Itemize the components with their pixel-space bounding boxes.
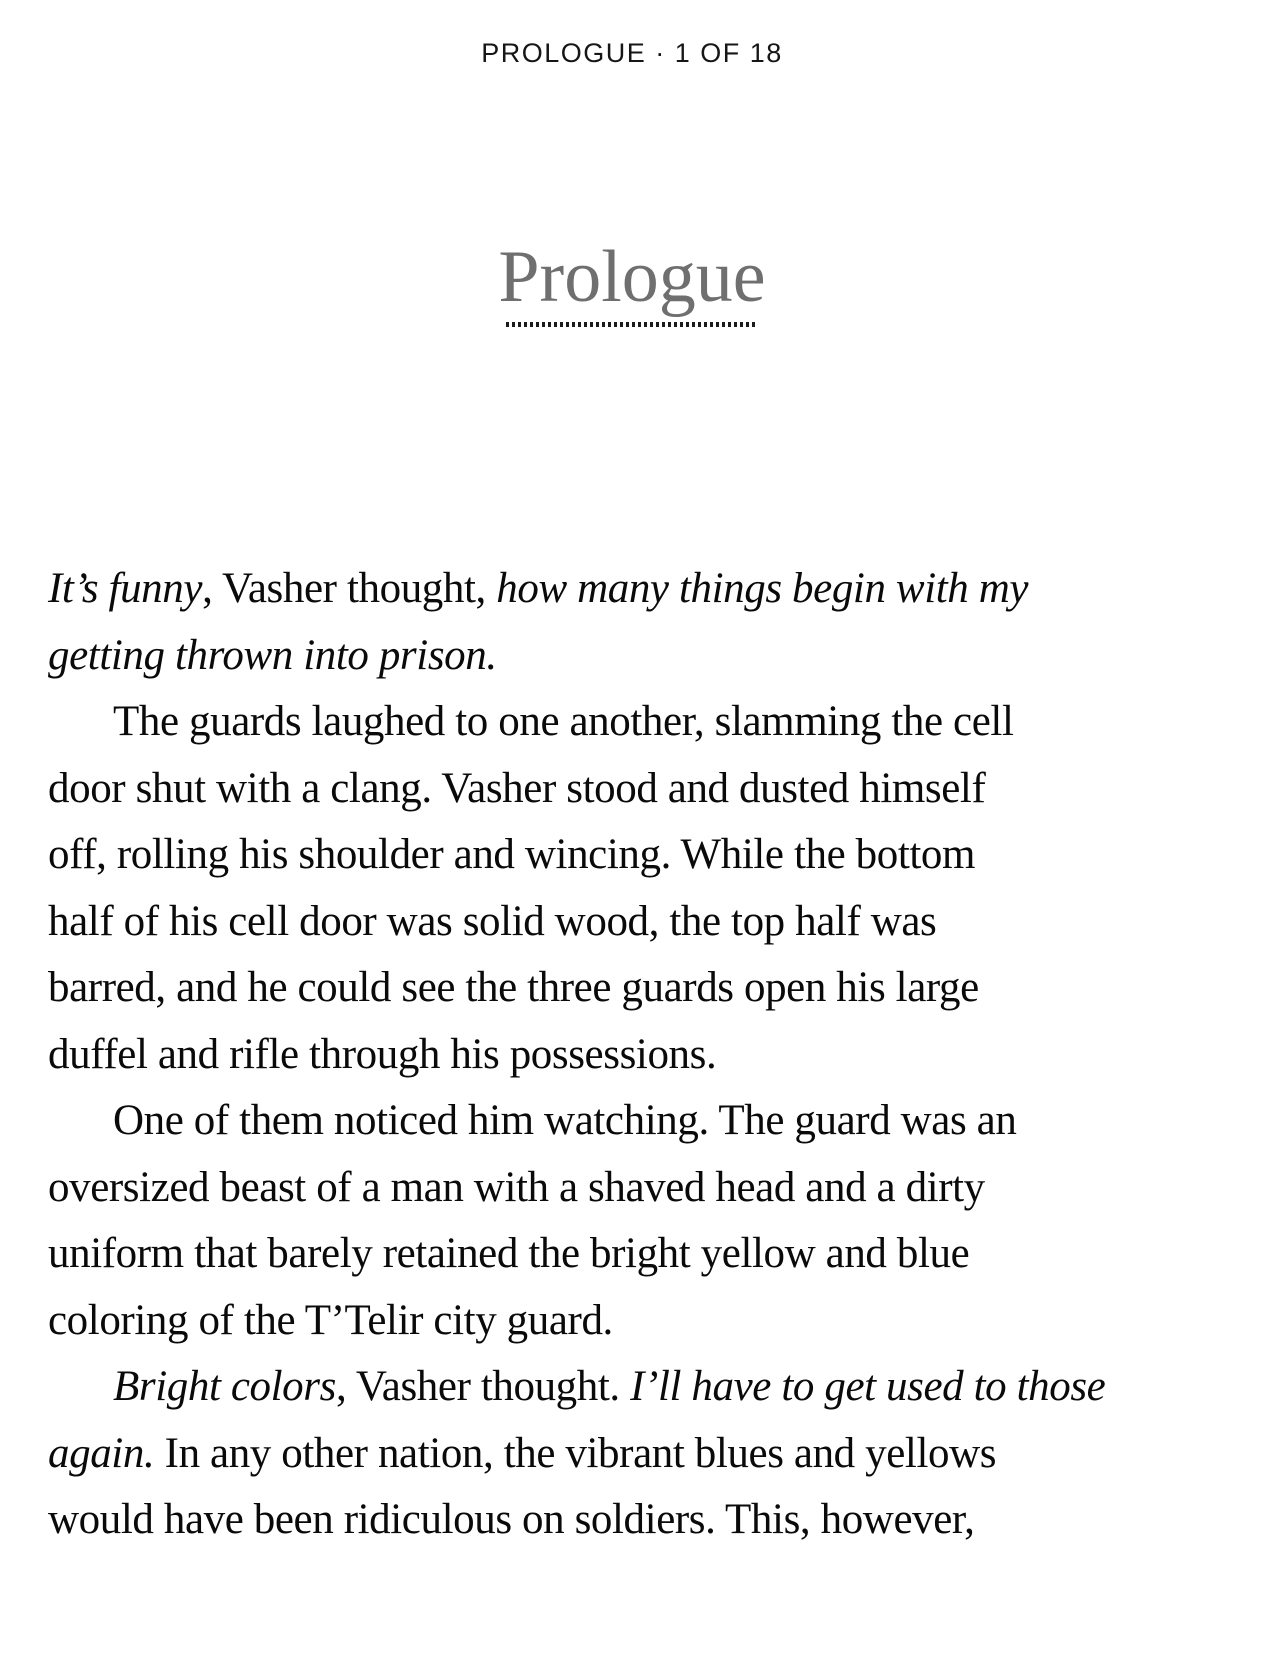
body-line xyxy=(48,1487,1234,1554)
text-segment: again. xyxy=(48,1429,155,1477)
text-segment: off, rolling his shoulder and wincing. While the bottom xyxy=(48,831,976,878)
body-line xyxy=(48,1221,1234,1288)
book-page-text xyxy=(48,556,1234,1554)
text-segment: coloring of the T’Telir city guard. xyxy=(48,1296,613,1344)
text-segment: how many things begin with my xyxy=(496,565,1029,612)
chapter-progress-label: PROLOGUE · 1 OF 18 xyxy=(481,38,783,68)
text-segment: uniform that barely retained the bright yellow and blue xyxy=(48,1230,970,1277)
chapter-title: Prologue xyxy=(498,236,766,318)
body-line xyxy=(48,1088,1234,1155)
text-segment: half of his cell door was solid wood, the top half was xyxy=(48,897,937,945)
text-segment: , Vasher thought, xyxy=(202,565,497,612)
text-segment: It’s funny xyxy=(48,565,203,612)
body-line xyxy=(48,556,1234,623)
text-segment: Bright colors xyxy=(113,1363,336,1410)
body-line xyxy=(48,822,1234,889)
text-segment: barred, and he could see the three guards open his large xyxy=(48,964,979,1011)
text-segment: I’ll have to get used to those xyxy=(630,1363,1106,1410)
text-segment: , Vasher thought. xyxy=(335,1363,631,1410)
chapter-title-block xyxy=(0,238,1264,327)
chapter-title-underline xyxy=(506,322,758,327)
text-segment: oversized beast of a man with a shaved head and a dirty xyxy=(48,1163,985,1211)
text-segment: would have been ridiculous on soldiers. This, however, xyxy=(48,1496,975,1543)
body-line xyxy=(48,1155,1234,1222)
body-line xyxy=(48,623,1234,690)
text-segment: door shut with a clang. Vasher stood and dusted himself xyxy=(48,764,986,812)
body-line xyxy=(48,756,1234,823)
text-segment: getting thrown into prison. xyxy=(48,631,497,679)
text-segment: The guards laughed to one another, slamming the cell xyxy=(113,698,1014,745)
body-line xyxy=(48,1354,1234,1421)
text-segment: One of them noticed him watching. The guard was an xyxy=(113,1097,1017,1144)
body-line xyxy=(48,889,1234,956)
body-line xyxy=(48,1022,1234,1089)
text-segment: In any other nation, the vibrant blues and yellows xyxy=(154,1429,997,1477)
body-line xyxy=(48,689,1234,756)
body-line xyxy=(48,1421,1234,1488)
body-line xyxy=(48,1288,1234,1355)
reading-progress-header xyxy=(0,38,1264,69)
body-line xyxy=(48,955,1234,1022)
text-segment: duffel and rifle through his possessions. xyxy=(48,1030,717,1078)
